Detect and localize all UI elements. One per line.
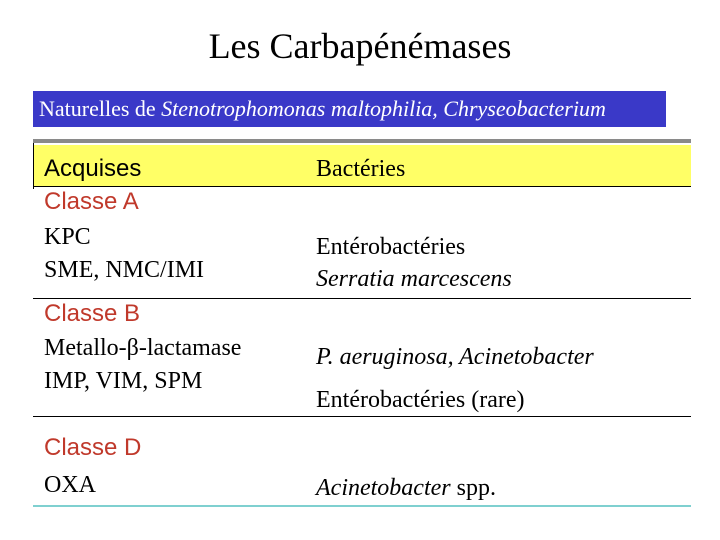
class-a-bacteria-enterobacteries: Entérobactéries [316, 234, 466, 260]
bottom-divider [33, 505, 691, 507]
class-d-bacteria [316, 473, 496, 503]
class-b-enzyme-metallo: Metallo-β-lactamase [44, 335, 242, 361]
header-bacteries: Bactéries [316, 156, 406, 182]
class-b-enzyme-imp: IMP, VIM, SPM [44, 368, 203, 394]
header-acquises: Acquises [44, 155, 142, 182]
class-a-label: Classe A [44, 188, 139, 215]
left-border [33, 143, 34, 189]
class-d-enzyme-oxa: OXA [44, 472, 96, 498]
class-b-bacteria-enterobacteries-rare: Entérobactéries (rare) [316, 387, 525, 413]
banner-prefix: Naturelles de [39, 96, 162, 121]
class-a-bacteria-serratia: Serratia marcescens [316, 266, 512, 292]
page-title: Les Carbapénémases [208, 26, 512, 66]
natural-carbapenemases-banner [33, 91, 666, 127]
class-b-label: Classe B [44, 300, 141, 327]
class-a-enzyme-kpc: KPC [44, 224, 91, 250]
class-a-enzyme-sme: SME, NMC/IMI [44, 257, 205, 283]
top-divider [33, 139, 691, 143]
class-b-divider [33, 416, 691, 417]
class-b-bacteria-pseudomonas: P. aeruginosa, Acinetobacter [316, 344, 594, 370]
class-d-bacteria-genus: Acinetobacter [316, 475, 451, 501]
banner-species: Stenotrophomonas maltophilia, Chryseobacterium [161, 96, 606, 121]
class-d-label: Classe D [44, 434, 142, 461]
class-d-bacteria-spp: spp. [450, 475, 496, 501]
